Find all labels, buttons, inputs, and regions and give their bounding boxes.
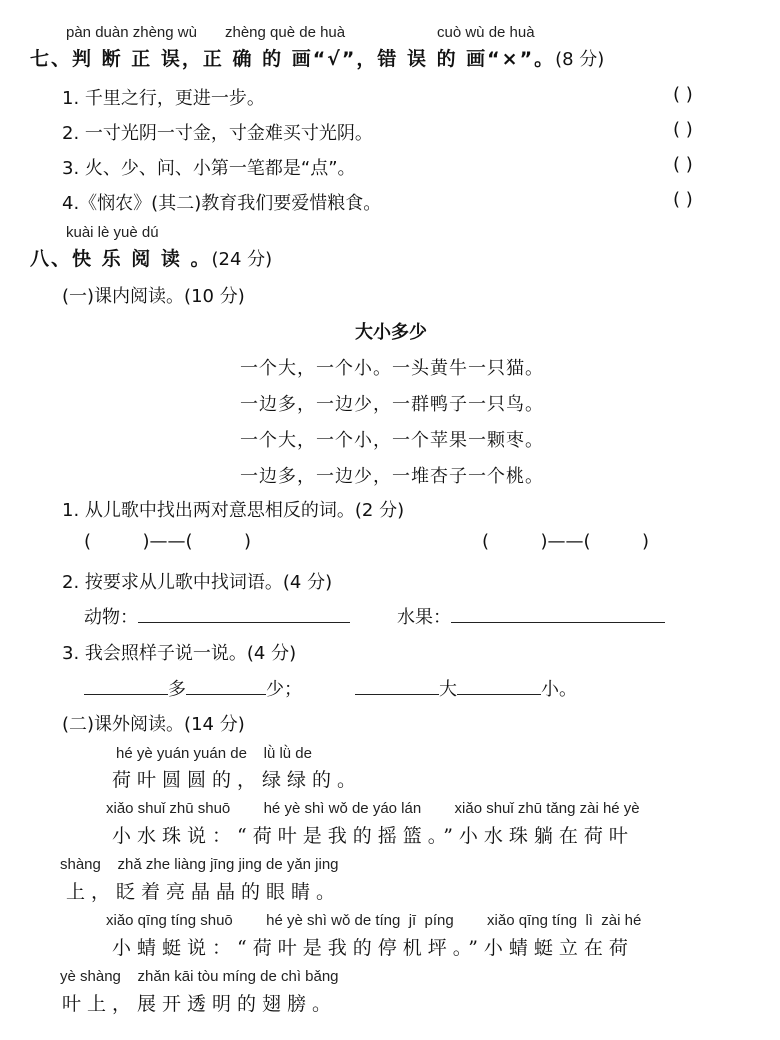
q3-example-1 xyxy=(84,675,302,701)
poem-line-4: 一边多，一边少，一堆杏子一个桃。 xyxy=(240,466,544,487)
q2-animal-row xyxy=(84,603,350,629)
poem-line-1: 一个大，一个小。一头黄牛一只猫。 xyxy=(240,358,544,379)
s7-item-4: 4.《悯农》(其二)教育我们要爱惜粮食。 xyxy=(62,193,382,214)
section-7-title: 七、判 断 正 误，正 确 的 画“√”，错 误 的 画“×”。 xyxy=(30,48,556,70)
story-line-4: 小蜻蜓说：“荷叶是我的停机坪。”小蜻蜓立在荷 xyxy=(112,937,634,959)
q2-animal-label: 动物： xyxy=(84,607,138,628)
story-line-5: 叶上，展开透明的翅膀。 xyxy=(62,993,338,1015)
s7-item-1-answer[interactable]: ( ) xyxy=(673,84,693,105)
s7-pinyin-2: zhèng què de huà xyxy=(225,24,346,41)
s7-pinyin-1: pàn duàn zhèng wù xyxy=(66,24,197,41)
s7-item-3-answer[interactable]: ( ) xyxy=(673,154,693,175)
q1-answer-right[interactable]: ( )——( ) xyxy=(482,531,650,552)
q3-word-shao: 少； xyxy=(266,679,302,700)
q3-blank-4[interactable] xyxy=(457,678,541,695)
s7-item-3: 3. 火、少、问、小第一笔都是“点”。 xyxy=(62,158,356,179)
q3-word-xiao: 小。 xyxy=(541,679,577,700)
section-8-heading xyxy=(30,244,272,271)
s7-item-4-answer[interactable]: ( ) xyxy=(673,189,693,210)
story-pinyin-3: shàng zhǎ zhe liàng jīng jing de yǎn jing xyxy=(60,856,339,873)
section-8-title: 八、快 乐 阅 读 。 xyxy=(30,248,212,270)
s8-pinyin: kuài lè yuè dú xyxy=(66,224,159,241)
q3-word-duo: 多 xyxy=(168,679,186,700)
story-pinyin-2: xiǎo shuǐ zhū shuō hé yè shì wǒ de yáo lán xiǎo shuǐ zhū tǎng zài hé yè xyxy=(106,800,640,817)
q3-blank-2[interactable] xyxy=(186,678,266,695)
part-2-label: (二)课外阅读。(14 分) xyxy=(62,714,245,735)
section-7-heading xyxy=(30,44,604,71)
s7-item-1: 1. 千里之行，更进一步。 xyxy=(62,88,265,109)
section-7-score: (8 分) xyxy=(555,49,605,70)
poem-title: 大小多少 xyxy=(355,322,427,343)
q2-fruit-row xyxy=(397,603,665,629)
story-line-1: 荷叶圆圆的，绿绿的。 xyxy=(112,769,363,791)
q3-blank-3[interactable] xyxy=(355,678,439,695)
q1-text: 1. 从儿歌中找出两对意思相反的词。(2 分) xyxy=(62,500,405,521)
story-pinyin-4: xiǎo qīng tíng shuō hé yè shì wǒ de tíng jī píng xiǎo qīng tíng lì zài hé xyxy=(106,912,642,929)
q3-word-da: 大 xyxy=(439,679,457,700)
s7-pinyin-3: cuò wù de huà xyxy=(437,24,535,41)
story-line-2: 小水珠说：“荷叶是我的摇篮。”小水珠躺在荷叶 xyxy=(112,825,634,847)
s7-item-2: 2. 一寸光阴一寸金，寸金难买寸光阴。 xyxy=(62,123,373,144)
q1-answer-left[interactable]: ( )——( ) xyxy=(84,531,252,552)
q3-example-2 xyxy=(355,675,577,701)
poem-line-2: 一边多，一边少，一群鸭子一只鸟。 xyxy=(240,394,544,415)
q3-blank-1[interactable] xyxy=(84,678,168,695)
story-pinyin-1: hé yè yuán yuán de lǜ lǜ de xyxy=(116,745,312,762)
part-1-label: (一)课内阅读。(10 分) xyxy=(62,286,245,307)
s7-item-2-answer[interactable]: ( ) xyxy=(673,119,693,140)
q3-text: 3. 我会照样子说一说。(4 分) xyxy=(62,643,297,664)
story-line-3: 上，眨着亮晶晶的眼睛。 xyxy=(66,881,342,903)
poem-line-3: 一个大，一个小，一个苹果一颗枣。 xyxy=(240,430,544,451)
story-pinyin-5: yè shàng zhǎn kāi tòu míng de chì bǎng xyxy=(60,968,339,985)
q2-text: 2. 按要求从儿歌中找词语。(4 分) xyxy=(62,572,333,593)
q2-fruit-label: 水果： xyxy=(397,607,451,628)
q2-fruit-blank[interactable] xyxy=(451,606,665,623)
section-8-score: (24 分) xyxy=(211,249,273,270)
q2-animal-blank[interactable] xyxy=(138,606,350,623)
